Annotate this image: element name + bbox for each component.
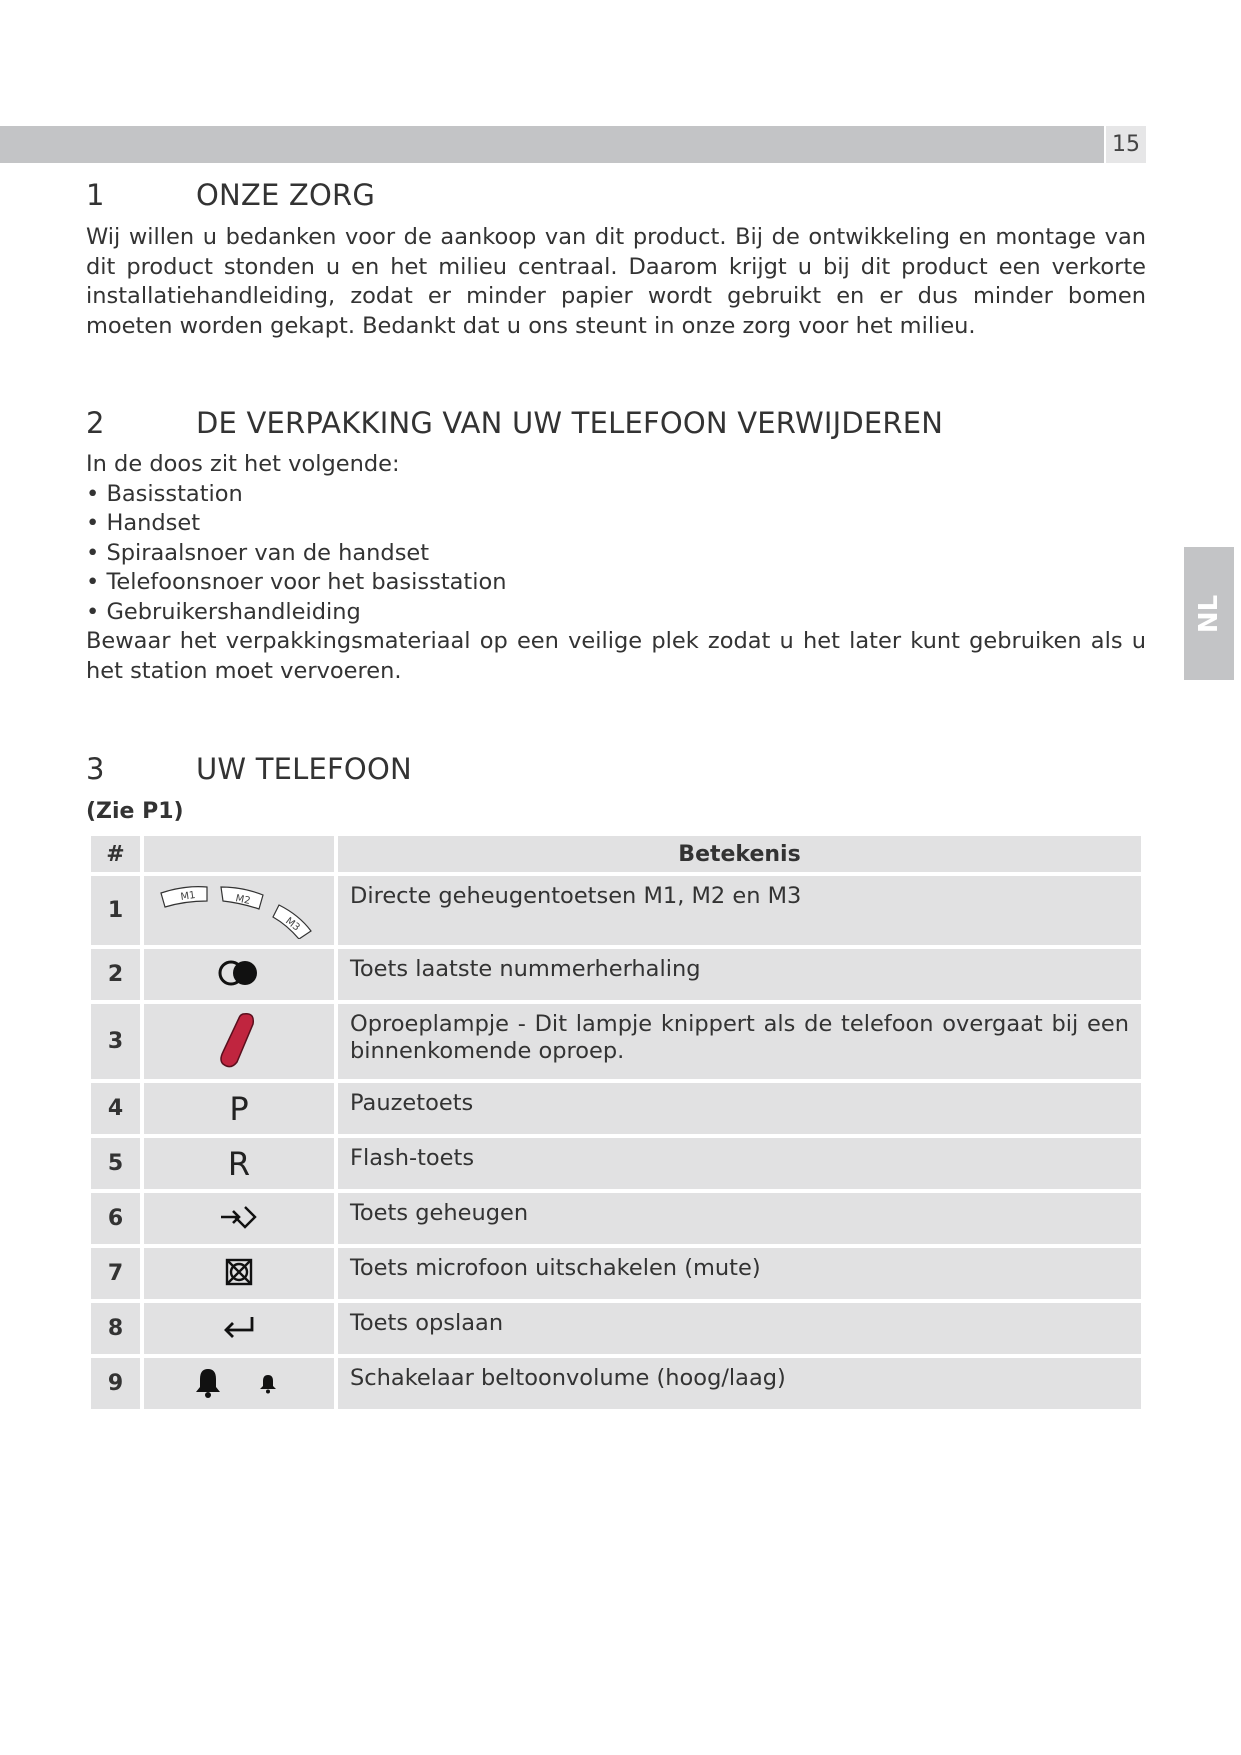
header-bar [0, 126, 1104, 163]
section-2-body [86, 450, 1146, 686]
section-number: 1 [86, 178, 105, 212]
row-number: 8 [91, 1303, 140, 1354]
list-item: • Basisstation [86, 480, 1146, 510]
page-number: 15 [1106, 126, 1146, 163]
row-number: 4 [91, 1083, 140, 1134]
table-row [91, 1083, 1141, 1134]
section-title: UW TELEFOON [196, 752, 412, 786]
row-meaning: Directe geheugentoetsen M1, M2 en M3 [338, 876, 1141, 945]
table-row [91, 1248, 1141, 1299]
header-meaning: Betekenis [338, 836, 1141, 872]
table-row [91, 1004, 1141, 1079]
table-row [91, 1303, 1141, 1354]
row-number: 2 [91, 949, 140, 1000]
table-row [91, 1358, 1141, 1409]
header-number: # [91, 836, 140, 872]
list-item: • Gebruikershandleiding [86, 598, 1146, 628]
memory-key-icon [144, 1193, 334, 1244]
m1-label: M1 [179, 889, 197, 903]
contents-outro: Bewaar het verpakkingsmateriaal op een veilige plek zodat u het later kunt gebruiken als u het station moet vervoeren. [86, 628, 1146, 684]
pause-key-letter: P [229, 1089, 249, 1128]
row-meaning: Toets geheugen [338, 1193, 1141, 1244]
row-number: 3 [91, 1004, 140, 1079]
section-title: DE VERPAKKING VAN UW TELEFOON VERWIJDEREN [196, 406, 944, 440]
row-number: 6 [91, 1193, 140, 1244]
see-figure-label: (Zie P1) [86, 799, 184, 824]
row-number: 7 [91, 1248, 140, 1299]
row-meaning: Oproeplampje - Dit lampje knippert als de telefoon overgaat bij een binnenkomende oproep. [338, 1004, 1141, 1079]
redial-icon [144, 949, 334, 1000]
language-tab [1184, 547, 1234, 680]
section-1-body: Wij willen u bedanken voor de aankoop van dit product. Bij de ontwikkeling en montage van dit product stonden u en het milieu centraal. Daarom krijgt u bij dit product een verkorte installatiehandleiding, zodat er minder papier wordt gebruikt en er dus minder bomen moeten worden gekapt. Bedankt dat u ons steunt in onze zorg voor het milieu. [86, 224, 1146, 339]
mute-icon [144, 1248, 334, 1299]
table-header-row [91, 836, 1141, 872]
table-row [91, 876, 1141, 945]
section-title: ONZE ZORG [196, 178, 376, 212]
flash-key-icon [144, 1138, 334, 1189]
row-meaning: Schakelaar beltoonvolume (hoog/laag) [338, 1358, 1141, 1409]
contents-intro: In de doos zit het volgende: [86, 451, 400, 477]
section-1-heading [86, 178, 375, 212]
table-row [91, 949, 1141, 1000]
row-meaning: Toets opslaan [338, 1303, 1141, 1354]
button-function-table [87, 832, 1145, 1413]
flash-key-letter: R [227, 1144, 251, 1183]
section-3-heading [86, 752, 412, 786]
memory-keys-m1-m2-m3-icon [144, 876, 334, 945]
row-meaning: Toets microfoon uitschakelen (mute) [338, 1248, 1141, 1299]
row-meaning: Flash-toets [338, 1138, 1141, 1189]
table-row [91, 1193, 1141, 1244]
row-number: 9 [91, 1358, 140, 1409]
section-2-heading [86, 406, 943, 440]
table-row [91, 1138, 1141, 1189]
store-enter-icon [144, 1303, 334, 1354]
section-number: 2 [86, 406, 105, 440]
list-item: • Handset [86, 509, 1146, 539]
row-meaning: Pauzetoets [338, 1083, 1141, 1134]
row-number: 5 [91, 1138, 140, 1189]
language-tab-label: NL [1193, 594, 1224, 633]
pause-key-icon [144, 1083, 334, 1134]
row-meaning: Toets laatste nummerherhaling [338, 949, 1141, 1000]
m2-label: M2 [234, 892, 252, 907]
bell-high-low-icon [144, 1358, 334, 1409]
call-indicator-lamp-icon [144, 1004, 334, 1079]
m3-label: M3 [283, 915, 302, 934]
contents-list [86, 480, 1146, 628]
row-number: 1 [91, 876, 140, 945]
header-icon [144, 836, 334, 872]
section-number: 3 [86, 752, 105, 786]
list-item: • Telefoonsnoer voor het basisstation [86, 568, 1146, 598]
list-item: • Spiraalsnoer van de handset [86, 539, 1146, 569]
